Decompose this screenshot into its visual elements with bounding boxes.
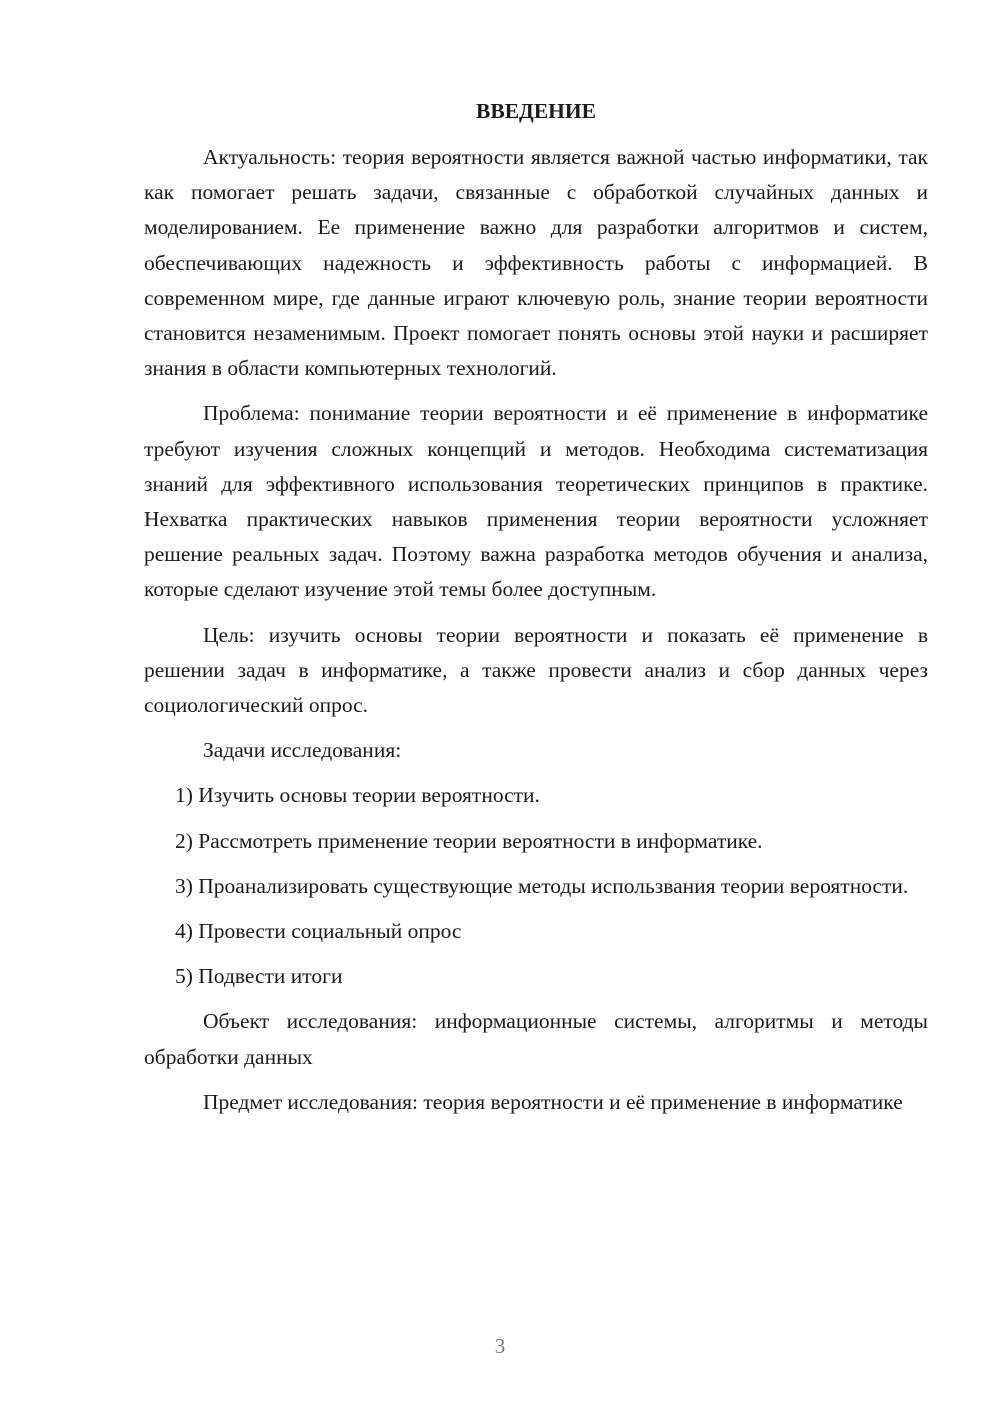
tasks-list	[144, 778, 928, 994]
list-item: 1) Изучить основы теории вероятности.	[175, 783, 540, 808]
page-number: 3	[494, 1334, 506, 1358]
research-subject-paragraph: Предмет исследования: теория вероятности и её применение в информатике	[203, 1089, 903, 1114]
document-page	[144, 94, 928, 1130]
list-item: 3) Проанализировать существующие методы использвания теории вероятности.	[175, 873, 909, 898]
research-object-paragraph: Объект исследования: информационные системы, алгоритмы и методы обработки данных	[144, 1009, 928, 1069]
page-title: ВВЕДЕНИЕ	[476, 99, 596, 123]
list-item: 2) Рассмотреть применение теории вероятности в информатике.	[175, 828, 763, 853]
list-item: 4) Провести социальный опрос	[175, 919, 462, 944]
relevance-paragraph: Актуальность: теория вероятности является важной частью информатики, так как помогает решать задачи, связанные с обработкой случайных данных и моделированием. Ее применение важно для разработки алгоритмов и систем, обеспечивающих надежность и эффективность работы с информацией. В современном мире, где данные играют ключевую роль, знание теории вероятности становится незаменимым. Проект помогает понять основы этой науки и расширяет знания в области компьютерных технологий.	[144, 145, 928, 381]
goal-paragraph: Цель: изучить основы теории вероятности и показать её применение в решении задач в информатике, а также провести анализ и сбор данных через социологический опрос.	[144, 622, 928, 718]
list-item: 5) Подвести итоги	[175, 964, 343, 989]
problem-paragraph: Проблема: понимание теории вероятности и её применение в информатике требуют изучения сложных концепций и методов. Необходима систематизация знаний для эффективного использования теоретических принципов в практике. Нехватка практических навыков применения теории вероятности усложняет решение реальных задач. Поэтому важна разработка методов обучения и анализа, которые сделают изучение этой темы более доступным.	[144, 401, 928, 602]
tasks-heading: Задачи исследования:	[203, 738, 402, 763]
